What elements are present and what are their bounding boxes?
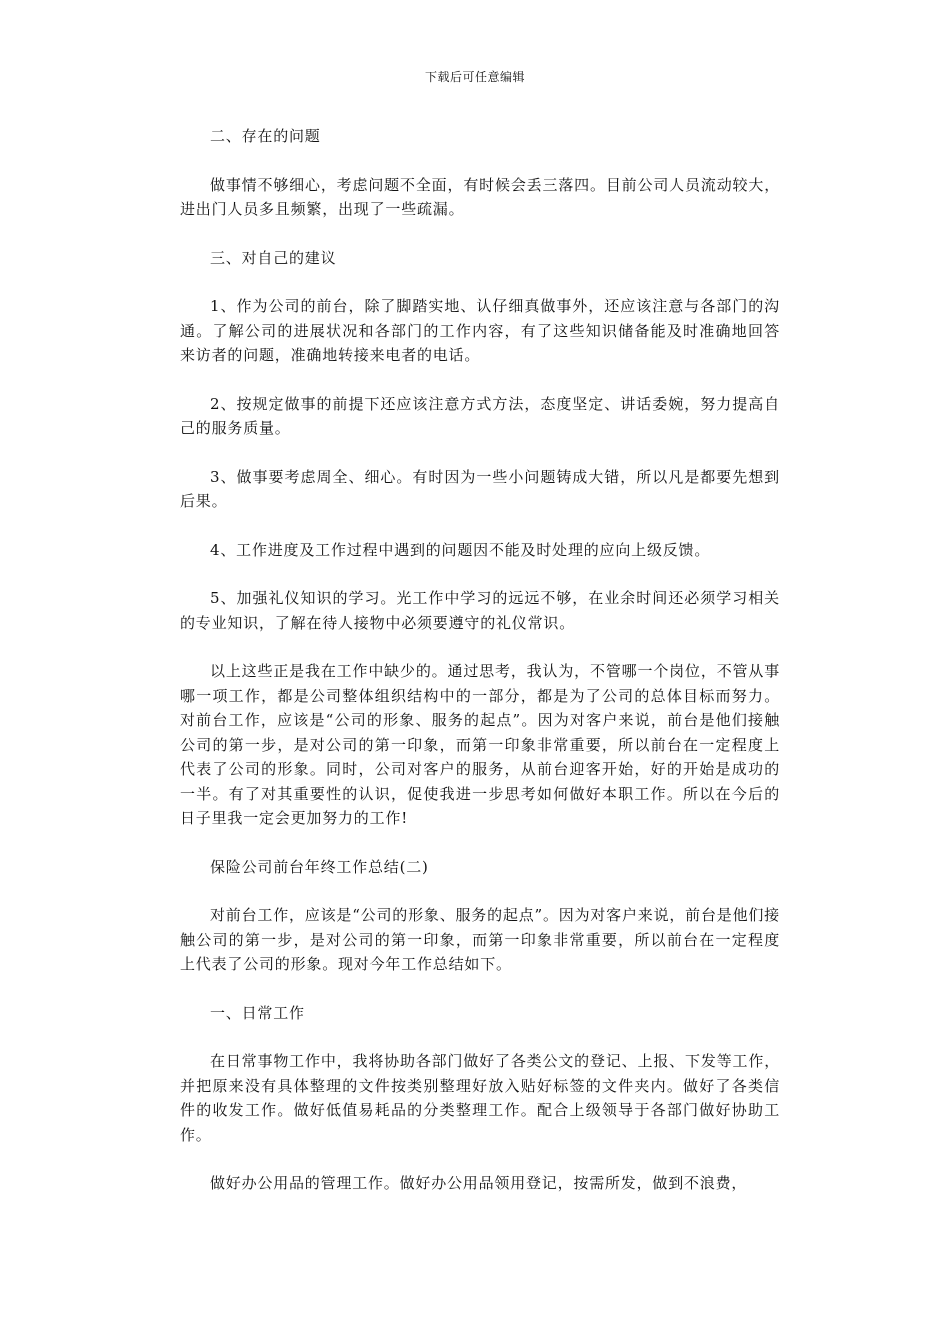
paragraph-suggestion-1: 1、作为公司的前台，除了脚踏实地、认仔细真做事外，还应该注意与各部门的沟通。了解公司的进展状况和各部门的工作内容，有了这些知识储备能及时准确地回答来访者的问题，准确地转接来电者的电话。 (180, 297, 780, 364)
paragraph-intro: 对前台工作，应该是“公司的形象、服务的起点”。因为对客户来说，前台是他们接触公司的第一步，是对公司的第一印象，而第一印象非常重要，所以前台在一定程度上代表了公司的形象。现对今年工作总结如下。 (180, 906, 780, 973)
section-heading-problems: 二、存在的问题 (210, 127, 321, 145)
paragraph-daily-work: 在日常事物工作中，我将协助各部门做好了各类公文的登记、上报、下发等工作，并把原来没有具体整理的文件按类别整理好放入贴好标签的文件夹内。做好了各类信件的收发工作。做好低值易耗品的分类整理工作。配合上级领导于各部门做好协助工作。 (180, 1052, 780, 1144)
section-heading-suggestions: 三、对自己的建议 (210, 248, 337, 267)
paragraph-conclusion: 以上这些正是我在工作中缺少的。通过思考，我认为，不管哪一个岗位，不管从事哪一项工作，都是公司整体组织结构中的一部分，都是为了公司的总体目标而努力。对前台工作，应该是“公司的形象、服务的起点”。因为对客户来说，前台是他们接触公司的第一步，是对公司的第一印象，而第一印象非常重要，所以前台在一定程度上代表了公司的形象。同时，公司对客户的服务，从前台迎客开始，好的开始是成功的一半。有了对其重要性的认识，促使我进一步思考如何做好本职工作。所以在今后的日子里我一定会更加努力的工作! (180, 662, 780, 827)
paragraph-suggestion-2: 2、按规定做事的前提下还应该注意方式方法，态度坚定、讲话委婉，努力提高自己的服务质量。 (180, 394, 780, 437)
paragraph-suggestion-5: 5、加强礼仪知识的学习。光工作中学习的远远不够，在业余时间还必须学习相关的专业知识，了解在待人接物中必须要遵守的礼仪常识。 (180, 589, 780, 632)
paragraph-suggestion-4: 4、工作进度及工作过程中遇到的问题因不能及时处理的应向上级反馈。 (210, 540, 711, 559)
document-body (180, 124, 780, 1220)
paragraph-problems: 做事情不够细心，考虑问题不全面，有时候会丢三落四。目前公司人员流动较大，进出门人员多且频繁，出现了一些疏漏。 (180, 175, 780, 218)
paragraph-suggestion-3: 3、做事要考虑周全、细心。有时因为一些小问题铸成大错，所以凡是都要先想到后果。 (180, 467, 780, 510)
document-subtitle: 保险公司前台年终工作总结(二) (210, 857, 429, 876)
header-note: 下载后可任意编辑 (424, 70, 525, 84)
section-heading-daily-work: 一、日常工作 (210, 1003, 305, 1022)
paragraph-office-supplies: 做好办公用品的管理工作。做好办公用品领用登记，按需所发，做到不浪费， (210, 1174, 748, 1192)
